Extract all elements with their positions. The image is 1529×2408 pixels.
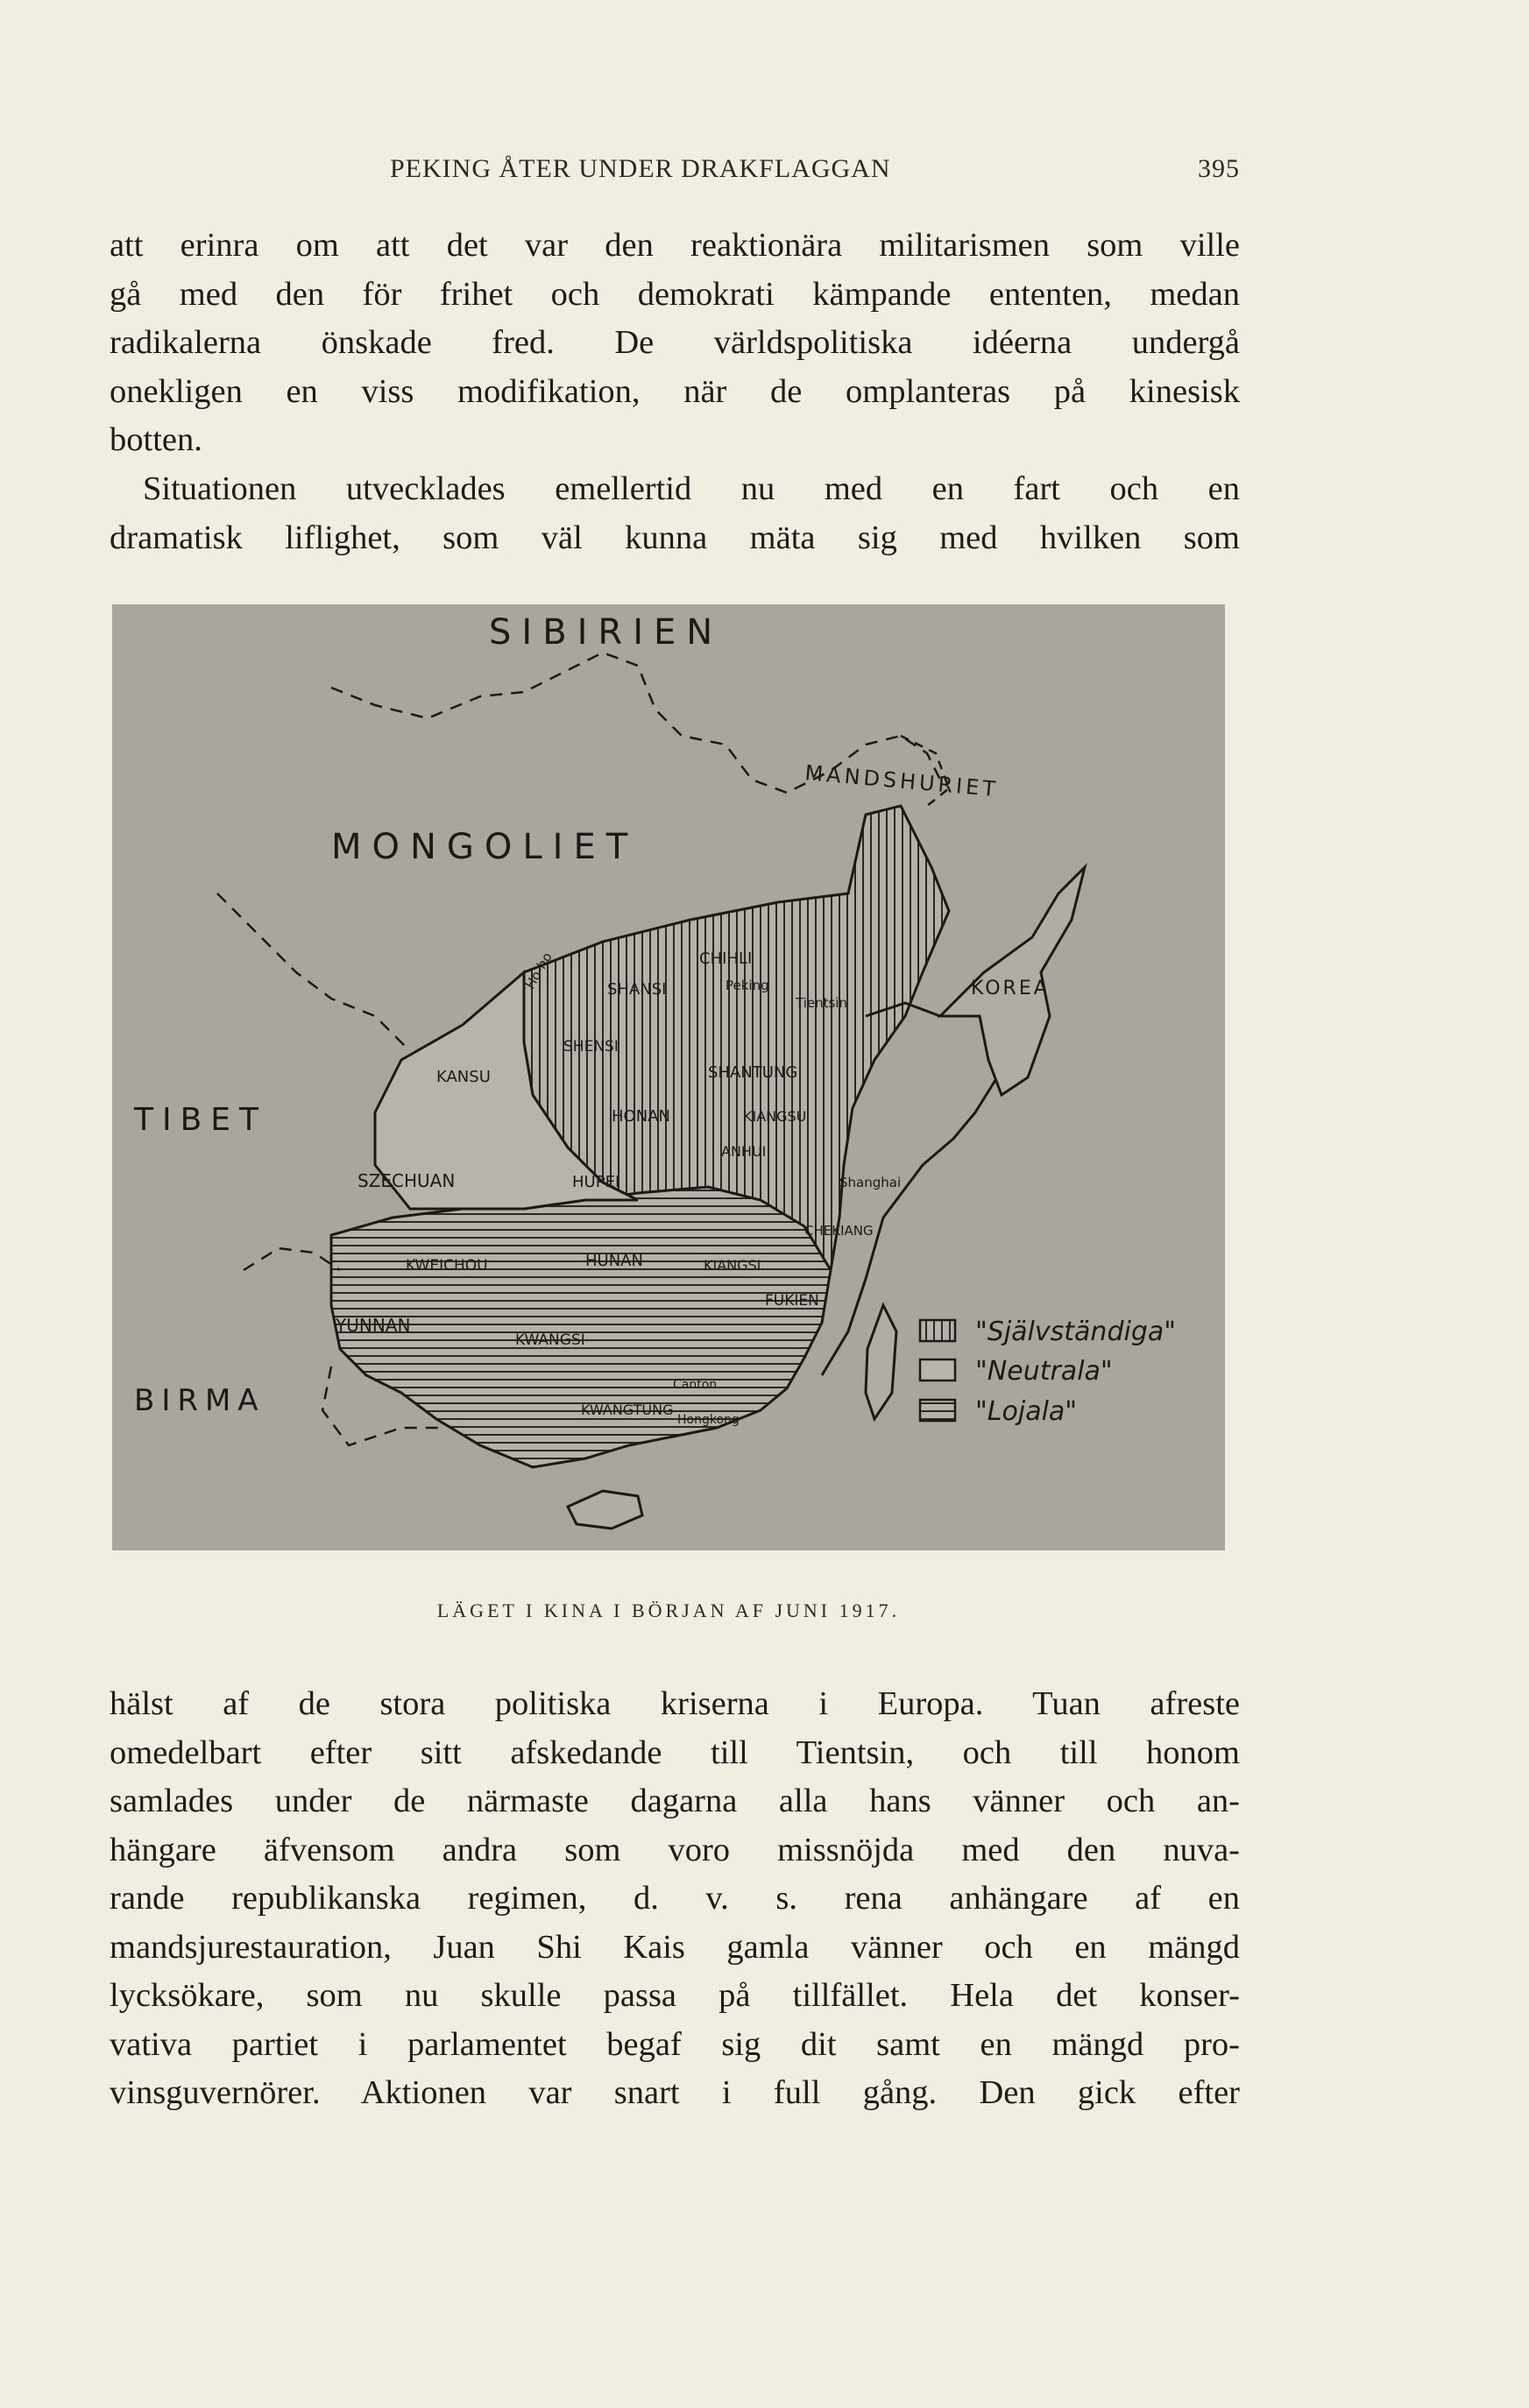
map-label: SHANTUNG <box>708 1063 798 1082</box>
map-label: CHEKIANG <box>804 1223 874 1239</box>
legend-label: "Lojala" <box>975 1396 1078 1427</box>
map-label: Ho-ho <box>521 950 556 992</box>
map-label: TIBET <box>134 1102 268 1138</box>
running-head-title: PEKING ÅTER UNDER DRAKFLAGGAN <box>390 154 891 183</box>
map-figure <box>112 604 1225 1550</box>
map-label: Shanghai <box>839 1175 902 1190</box>
paragraph-1 <box>110 222 1240 465</box>
text-line: omedelbart efter sitt afskedande till Tientsin, och till honom <box>110 1734 1240 1771</box>
legend-swatch-independent <box>920 1320 955 1341</box>
text-line: Situationen utvecklades emellertid nu med en fart och en <box>143 470 1240 507</box>
china-map <box>112 604 1225 1550</box>
map-label: MANDSHURIET <box>803 760 1001 802</box>
text-line: hälst af de stora politiska kriserna i Europa. Tuan afreste <box>110 1685 1240 1722</box>
text-line: botten. <box>110 421 202 458</box>
map-label: YUNNAN <box>336 1315 411 1336</box>
legend-swatch-neutral <box>920 1359 955 1381</box>
map-label: KWEICHOU <box>406 1257 488 1275</box>
map-label: HONAN <box>612 1107 670 1126</box>
text-line: gå med den för frihet och demokrati kämpande ententen, medan <box>110 275 1240 313</box>
map-label: KIANGSI <box>704 1257 761 1274</box>
text-line: rande republikanska regimen, d. v. s. rena anhängare af en <box>110 1880 1240 1917</box>
map-label: SIBIRIEN <box>489 612 724 653</box>
map-label: KANSU <box>436 1068 491 1086</box>
figure-caption: LÄGET I KINA I BÖRJAN AF JUNI 1917. <box>436 1599 901 1621</box>
legend-label: "Självständiga" <box>975 1317 1177 1347</box>
map-label: Canton <box>673 1378 718 1392</box>
text-line: att erinra om att det var den reaktionära militarismen som ville <box>110 227 1240 264</box>
text-line: samlades under de närmaste dagarna alla hans vänner och an- <box>110 1783 1240 1819</box>
text-line: radikalerna önskade fred. De världspolitiska idéerna undergå <box>110 324 1240 361</box>
map-label: Hongkong <box>677 1413 740 1427</box>
text-line: dramatisk liflighet, som väl kunna mäta sig med hvilken som <box>110 519 1240 556</box>
text-line: vativa partiet i parlamentet begaf sig dit samt en mängd pro- <box>110 2025 1240 2063</box>
map-label: FUKIEN <box>765 1292 819 1310</box>
map-label: ANHUI <box>721 1143 767 1160</box>
running-head <box>110 154 1240 196</box>
map-label: Peking <box>726 978 769 993</box>
legend-swatch-loyal <box>920 1400 955 1421</box>
text-line: hängare äfvensom andra som voro missnöjda med den nuva- <box>110 1831 1240 1868</box>
map-label: KOREA <box>971 978 1050 999</box>
page-number: 395 <box>1198 154 1240 183</box>
paragraph-3 <box>110 1680 1240 2118</box>
map-label: BIRMA <box>134 1383 265 1418</box>
map-label: CHIHLI <box>699 950 753 968</box>
map-label: HUPEI <box>572 1173 620 1191</box>
map-label: MONGOLIET <box>331 827 639 867</box>
map-label: KIANGSU <box>743 1108 807 1125</box>
map-label: KWANGTUNG <box>581 1402 674 1418</box>
map-label: SZECHUAN <box>357 1170 456 1191</box>
paragraph-2 <box>110 465 1240 562</box>
legend-label: "Neutrala" <box>975 1356 1113 1387</box>
map-label: Tientsin <box>796 995 847 1011</box>
map-label: SHENSI <box>563 1038 619 1056</box>
map-label: HUNAN <box>585 1252 643 1270</box>
text-line: lycksökare, som nu skulle passa på tillfället. Hela det konser- <box>110 1977 1240 2014</box>
text-line: vinsguvernörer. Aktionen var snart i full gång. Den gick efter <box>110 2074 1240 2111</box>
text-line: mandsjurestauration, Juan Shi Kais gamla vänner och en mängd <box>110 1928 1240 1966</box>
map-label: SHANSI <box>607 980 667 999</box>
text-line: onekligen en viss modifikation, när de omplanteras på kinesisk <box>110 372 1240 410</box>
map-label: KWANGSI <box>515 1331 585 1349</box>
